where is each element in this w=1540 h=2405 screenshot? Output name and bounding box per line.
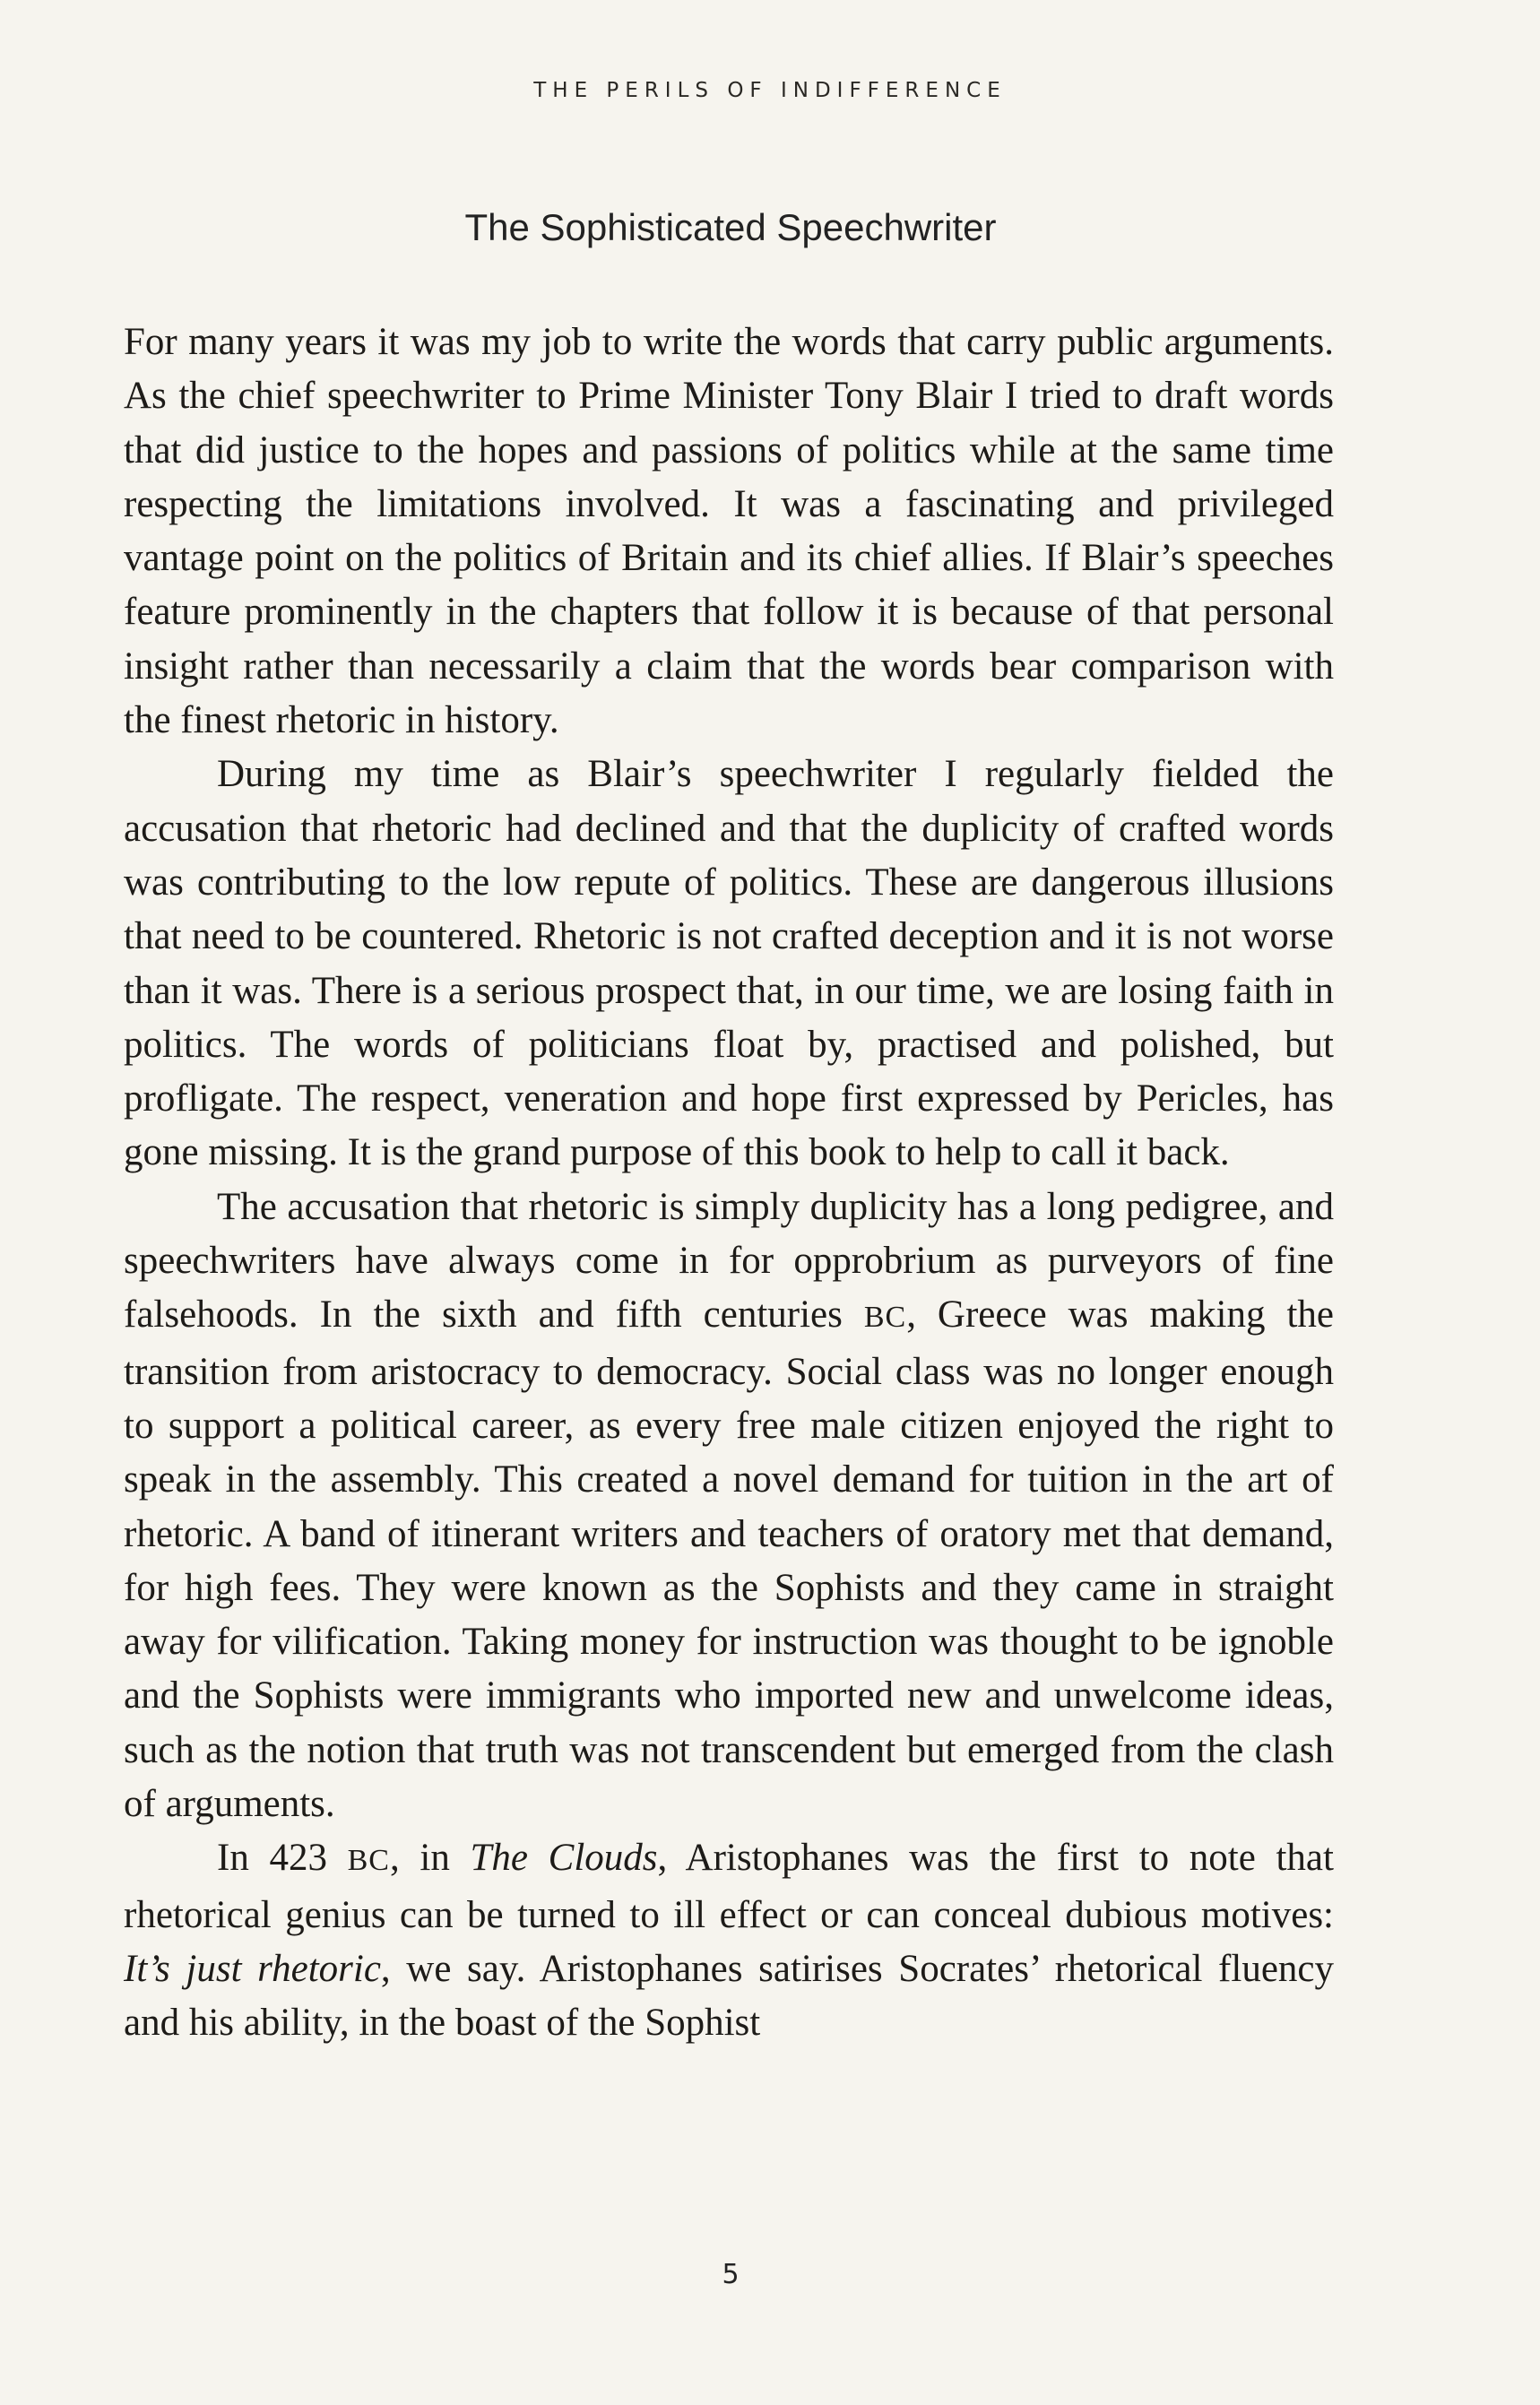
page-number: 5 <box>722 2259 740 2290</box>
work-title: The Clouds <box>470 1837 658 1880</box>
paragraph-4-text-b: , in <box>389 1837 471 1880</box>
paragraph-4-text-d: , we say. Aristophanes satirises Socrates’ rhetorical fluency and his ability, in the boast of the Sophist <box>124 1947 1334 2045</box>
paragraph-3-text-a: The accusation that rhetoric is simply duplicity has a long pedigree, and speechwriters have always come in for opprobrium as purveyors of fine falsehoods. In the sixth and fifth centuries <box>124 1185 1334 1337</box>
era-abbreviation: BC <box>347 1844 390 1878</box>
section-title: The Sophisticated Speechwriter <box>464 206 997 248</box>
paragraph-4 <box>124 1831 1334 2050</box>
paragraph-3 <box>124 1181 1334 1832</box>
body-text <box>124 316 1334 2051</box>
era-abbreviation: BC <box>863 1301 907 1335</box>
paragraph-1: For many years it was my job to write the words that carry public arguments. As the chief speechwriter to Prime Minister Tony Blair I tried to draft words that did justice to the hopes and passions of politics while at the same time respecting the limitations involved. It was a fascinating and privileged vantage point on the politics of Britain and its chief allies. If Blair’s speeches feature prominently in the chapters that follow it is because of that personal insight rather than necessarily a claim that the words bear comparison with the finest rhetoric in history. <box>124 321 1334 742</box>
paragraph-4-text-a: In 423 <box>217 1837 348 1880</box>
quoted-phrase: It’s just rhetoric <box>124 1947 381 1990</box>
paragraph-4-text-c: , Aristophanes was the first to note that rhetorical genius can be turned to ill effect or can conceal dubious motives: <box>124 1837 1334 1936</box>
running-head: THE PERILS OF INDIFFERENCE <box>533 79 1007 102</box>
paragraph-3-text-b: , Greece was making the transition from aristocracy to democracy. Social class was no longer enough to support a political career, as every free male citizen enjoyed the right to speak in the assembly. This created a novel demand for tuition in the art of rhetoric. A band of itinerant writers and teachers of oratory met that demand, for high fees. They were known as the Sophists and they came in straight away for vilification. Taking money for instruction was thought to be ignoble and the Sophists were immigrants who imported new and unwelcome ideas, such as the notion that truth was not transcendent but emerged from the clash of arguments. <box>124 1293 1334 1826</box>
paragraph-2: During my time as Blair’s speechwriter I regularly fielded the accusation that rhetoric had declined and that the duplicity of crafted words was contributing to the low repute of politics. These are dangerous illusions that need to be countered. Rhetoric is not crafted deception and it is not worse than it was. There is a serious prospect that, in our time, we are losing faith in politics. The words of politicians float by, practised and polished, but profligate. The respect, veneration and hope first expressed by Pericles, has gone missing. It is the grand purpose of this book to help to call it back. <box>124 753 1334 1174</box>
